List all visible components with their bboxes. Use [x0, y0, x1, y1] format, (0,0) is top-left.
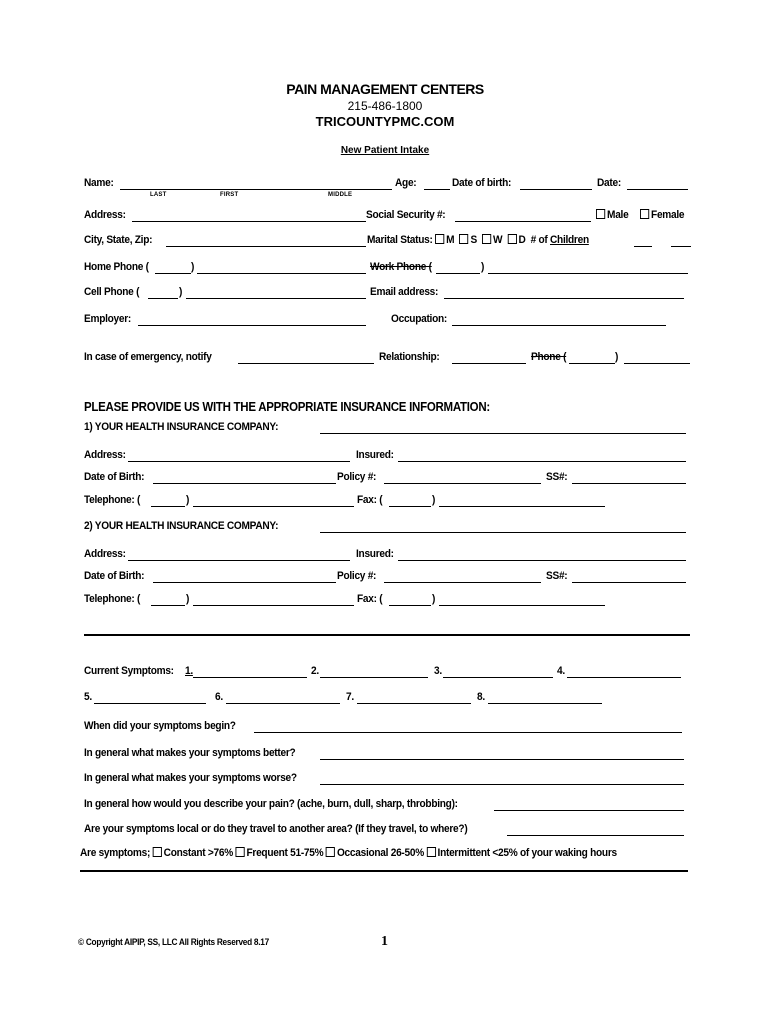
insurance2-company-label: 2) YOUR HEALTH INSURANCE COMPANY:	[84, 520, 279, 532]
insurance2-ss-field[interactable]	[572, 582, 686, 583]
children-field[interactable]	[634, 246, 652, 247]
insurance2-company-field[interactable]	[320, 532, 686, 533]
page-number: 1	[381, 934, 388, 949]
symptom-7-num: 7.	[346, 691, 354, 703]
last-label: LAST	[150, 192, 167, 198]
children-prefix: # of	[530, 234, 551, 246]
work-phone-field[interactable]	[488, 273, 688, 274]
insurance1-fax-area[interactable]	[389, 506, 431, 507]
male-label: Male	[607, 209, 629, 221]
insurance1-address-field[interactable]	[128, 461, 350, 462]
relationship-label: Relationship:	[379, 351, 440, 363]
home-phone-field[interactable]	[197, 273, 366, 274]
intermittent-label: Intermittent <25% of your waking hours	[437, 847, 617, 859]
emergency-phone-field[interactable]	[624, 363, 690, 364]
female-option[interactable]	[640, 209, 684, 221]
email-field[interactable]	[444, 298, 684, 299]
emergency-phone-area[interactable]	[569, 363, 615, 364]
email-label: Email address:	[370, 286, 439, 298]
marital-s-checkbox[interactable]	[459, 234, 468, 244]
insurance2-fax-area[interactable]	[389, 605, 431, 606]
insurance1-ss-field[interactable]	[572, 483, 686, 484]
insurance2-address-field[interactable]	[128, 560, 350, 561]
work-phone-area[interactable]	[436, 273, 480, 274]
insurance2-fax-paren: )	[432, 593, 436, 605]
male-checkbox[interactable]	[596, 209, 605, 219]
insurance2-dob-field[interactable]	[153, 582, 336, 583]
pain-description-field[interactable]	[494, 810, 684, 811]
symptom-2-field[interactable]	[320, 677, 428, 678]
symptom-8-field[interactable]	[488, 703, 602, 704]
cell-phone-area[interactable]	[148, 298, 178, 299]
first-label: FIRST	[220, 192, 239, 198]
insurance2-insured-label: Insured:	[356, 548, 394, 560]
pain-description-label: In general how would you describe your pain? (ache, burn, dull, sharp, throbbing):	[84, 798, 458, 810]
symptoms-better-label: In general what makes your symptoms better?	[84, 747, 296, 759]
relationship-field[interactable]	[452, 363, 526, 364]
insurance1-fax-field[interactable]	[439, 506, 605, 507]
insurance2-insured-field[interactable]	[398, 560, 686, 561]
insurance1-fax-paren: )	[432, 494, 436, 506]
insurance2-telephone-paren: )	[186, 593, 190, 605]
insurance1-fax-label: Fax: (	[357, 494, 383, 506]
symptom-8-num: 8.	[477, 691, 485, 703]
city-field[interactable]	[166, 246, 366, 247]
age-field[interactable]	[424, 189, 450, 190]
insurance1-telephone-paren: )	[186, 494, 190, 506]
occupation-field[interactable]	[452, 325, 666, 326]
marital-w-label: W	[493, 234, 503, 246]
age-label: Age:	[395, 177, 417, 189]
city-label: City, State, Zip:	[84, 234, 153, 246]
male-option[interactable]	[596, 209, 628, 221]
date-label: Date:	[597, 177, 621, 189]
address-label: Address:	[84, 209, 126, 221]
insurance1-policy-field[interactable]	[384, 483, 541, 484]
cell-phone-paren: )	[179, 286, 183, 298]
work-phone-label: Work Phone (	[370, 261, 432, 273]
copyright: © Copyright AIPIP, SS, LLC All Rights Reserved 8.17	[78, 937, 269, 947]
insurance2-policy-label: Policy #:	[337, 570, 377, 582]
name-field[interactable]	[120, 189, 392, 190]
symptom-2-num: 2.	[311, 665, 319, 677]
occasional-checkbox[interactable]	[326, 847, 335, 857]
marital-label: Marital Status:	[367, 234, 433, 246]
middle-label: MIDDLE	[328, 192, 353, 198]
marital-d-label: D	[518, 234, 526, 246]
insurance1-dob-field[interactable]	[153, 483, 336, 484]
insurance2-dob-label: Date of Birth:	[84, 570, 145, 582]
insurance1-ss-label: SS#:	[546, 471, 568, 483]
cell-phone-field[interactable]	[186, 298, 366, 299]
clinic-title: PAIN MANAGEMENT CENTERS	[286, 81, 484, 97]
symptom-1-num: 1.	[185, 665, 193, 677]
insurance2-ss-label: SS#:	[546, 570, 568, 582]
insurance1-company-label: 1) YOUR HEALTH INSURANCE COMPANY:	[84, 421, 279, 433]
insurance2-fax-label: Fax: (	[357, 593, 383, 605]
insurance2-address-label: Address:	[84, 548, 126, 560]
frequency-label: Are symptoms;	[80, 847, 151, 859]
constant-checkbox[interactable]	[153, 847, 162, 857]
frequent-checkbox[interactable]	[235, 847, 244, 857]
emergency-field[interactable]	[238, 363, 374, 364]
symptom-4-field[interactable]	[567, 677, 681, 678]
marital-m-label: M	[446, 234, 455, 246]
clinic-website: TRICOUNTYPMC.COM	[315, 114, 455, 129]
insurance1-insured-field[interactable]	[398, 461, 686, 462]
symptom-3-num: 3.	[434, 665, 442, 677]
work-phone-paren: )	[481, 261, 485, 273]
marital-row	[367, 234, 589, 246]
cell-phone-label: Cell Phone (	[84, 286, 140, 298]
symptoms-worse-label: In general what makes your symptoms worse?	[84, 772, 297, 784]
form-title: New Patient Intake	[340, 145, 430, 156]
children-label: Children	[550, 234, 589, 246]
insurance2-policy-field[interactable]	[384, 582, 541, 583]
symptom-5-num: 5.	[84, 691, 92, 703]
constant-label: Constant >76%	[163, 847, 233, 859]
bottom-divider	[80, 870, 688, 872]
symptom-frequency-row	[80, 847, 617, 859]
symptoms-worse-field[interactable]	[320, 784, 684, 785]
symptom-6-field[interactable]	[226, 703, 340, 704]
female-label: Female	[651, 209, 685, 221]
symptom-7-field[interactable]	[357, 703, 471, 704]
symptoms-began-field[interactable]	[254, 732, 682, 733]
dob-label: Date of birth:	[452, 177, 512, 189]
name-label: Name:	[84, 177, 114, 189]
marital-m-checkbox[interactable]	[435, 234, 444, 244]
insurance2-fax-field[interactable]	[439, 605, 605, 606]
symptoms-began-label: When did your symptoms begin?	[84, 720, 236, 732]
home-phone-paren: )	[191, 261, 195, 273]
ssn-label: Social Security #:	[366, 209, 446, 221]
children-extra-line	[671, 246, 691, 247]
occasional-label: Occasional 26-50%	[336, 847, 424, 859]
symptom-6-num: 6.	[215, 691, 223, 703]
current-symptoms-label: Current Symptoms:	[84, 665, 174, 677]
insurance1-insured-label: Insured:	[356, 449, 394, 461]
emergency-label: In case of emergency, notify	[84, 351, 212, 363]
symptom-1-field[interactable]	[193, 677, 307, 678]
occupation-label: Occupation:	[391, 313, 448, 325]
employer-field[interactable]	[138, 325, 366, 326]
insurance1-telephone-field[interactable]	[193, 506, 354, 507]
marital-s-label: S	[470, 234, 477, 246]
insurance1-address-label: Address:	[84, 449, 126, 461]
marital-w-checkbox[interactable]	[482, 234, 491, 244]
dob-field[interactable]	[520, 189, 592, 190]
emergency-phone-paren: )	[615, 351, 619, 363]
intermittent-checkbox[interactable]	[426, 847, 435, 857]
address-field[interactable]	[132, 221, 366, 222]
section-divider	[84, 634, 690, 636]
insurance1-telephone-area[interactable]	[151, 506, 185, 507]
insurance-heading: PLEASE PROVIDE US WITH THE APPROPRIATE INSURANCE INFORMATION:	[84, 400, 490, 414]
insurance1-policy-label: Policy #:	[337, 471, 377, 483]
home-phone-area[interactable]	[155, 273, 191, 274]
symptom-3-field[interactable]	[443, 677, 553, 678]
insurance1-telephone-label: Telephone: (	[84, 494, 141, 506]
symptom-5-field[interactable]	[94, 703, 206, 704]
insurance2-telephone-area[interactable]	[151, 605, 185, 606]
female-checkbox[interactable]	[640, 209, 649, 219]
ssn-field[interactable]	[455, 221, 591, 222]
insurance1-dob-label: Date of Birth:	[84, 471, 145, 483]
home-phone-label: Home Phone (	[84, 261, 149, 273]
insurance2-telephone-field[interactable]	[193, 605, 354, 606]
frequent-label: Frequent 51-75%	[246, 847, 324, 859]
symptoms-travel-field[interactable]	[507, 835, 684, 836]
insurance2-telephone-label: Telephone: (	[84, 593, 141, 605]
date-field[interactable]	[627, 189, 688, 190]
emergency-phone-label: Phone (	[531, 351, 567, 363]
symptoms-travel-label: Are your symptoms local or do they travel to another area? (If they travel, to where?)	[84, 823, 468, 835]
symptom-4-num: 4.	[557, 665, 565, 677]
symptoms-better-field[interactable]	[320, 759, 684, 760]
clinic-phone: 215-486-1800	[347, 99, 423, 113]
marital-d-checkbox[interactable]	[507, 234, 516, 244]
employer-label: Employer:	[84, 313, 132, 325]
insurance1-company-field[interactable]	[320, 433, 686, 434]
